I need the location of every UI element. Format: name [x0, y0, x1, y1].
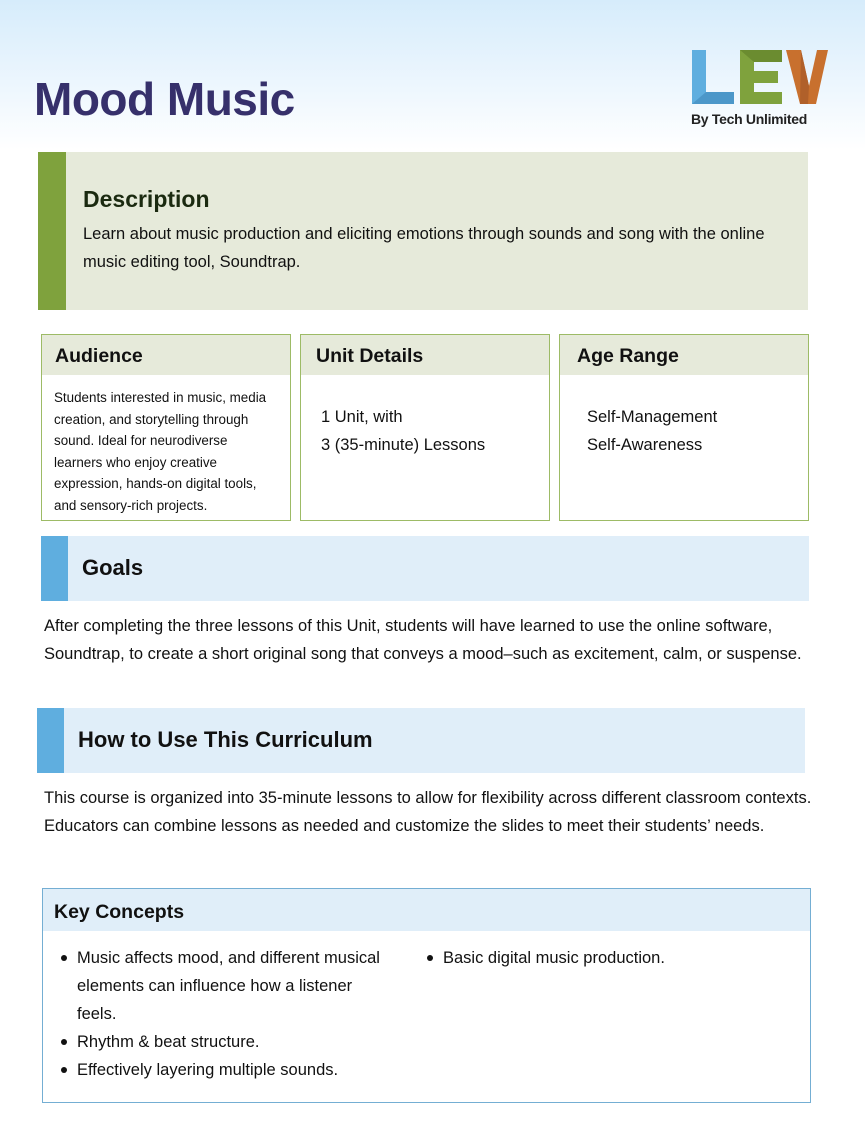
key-concept-item: Effectively layering multiple sounds. [57, 1056, 387, 1084]
page-title: Mood Music [34, 73, 295, 125]
how-to-use-text: This course is organized into 35-minute lessons to allow for flexibility across different classroom contexts. Educators can combine lessons as needed and customize the slides to meet their students’ needs. [44, 789, 812, 835]
audience-card [41, 334, 291, 521]
goals-header [41, 536, 809, 601]
lev-logo [690, 48, 830, 130]
audience-card-text: Students interested in music, media creation, and storytelling through sound. Ideal for neurodiverse learners who enjoy creative expression, hands-on digital tools, and sensory-rich projects. [54, 390, 267, 513]
goals-text: After completing the three lessons of this Unit, students will have learned to use the online software, Soundtrap, to create a short original song that conveys a mood–such as excitement, calm, or suspense. [44, 617, 802, 663]
key-concepts-list-right [423, 944, 783, 972]
how-to-use-title: How to Use This Curriculum [78, 727, 373, 752]
age-range-card-title: Age Range [560, 335, 808, 375]
unit-details-card-title: Unit Details [301, 335, 549, 375]
age-range-line: Self-Management [587, 408, 718, 426]
age-range-line: Self-Awareness [587, 436, 703, 454]
age-range-card-body [560, 375, 808, 487]
description-text: Learn about music production and eliciting emotions through sounds and song with the online music editing tool, Soundtrap. [83, 225, 765, 271]
lev-logo-icon [690, 48, 830, 106]
key-concept-item: Rhythm & beat structure. [57, 1028, 387, 1056]
description-accent-bar [38, 152, 66, 310]
logo-subtitle: By Tech Unlimited [691, 111, 807, 127]
key-concepts-title: Key Concepts [43, 889, 810, 931]
unit-details-line: 1 Unit, with [321, 408, 403, 426]
key-concepts-panel [42, 888, 811, 1103]
how-to-use-accent-bar [37, 708, 64, 773]
goals-title: Goals [82, 555, 144, 580]
description-panel [38, 152, 808, 310]
how-to-use-header [37, 708, 805, 773]
key-concept-item: Music affects mood, and different musical elements can influence how a listener feels. [57, 944, 387, 1028]
goals-accent-bar [41, 536, 68, 601]
unit-details-card-body [301, 375, 549, 487]
key-concepts-list-left [57, 944, 387, 1084]
key-concept-item: Basic digital music production. [423, 944, 783, 972]
age-range-card [559, 334, 809, 521]
unit-details-card [300, 334, 550, 521]
unit-details-line: 3 (35-minute) Lessons [321, 436, 486, 454]
description-title: Description [83, 186, 210, 212]
audience-card-title: Audience [42, 335, 290, 375]
